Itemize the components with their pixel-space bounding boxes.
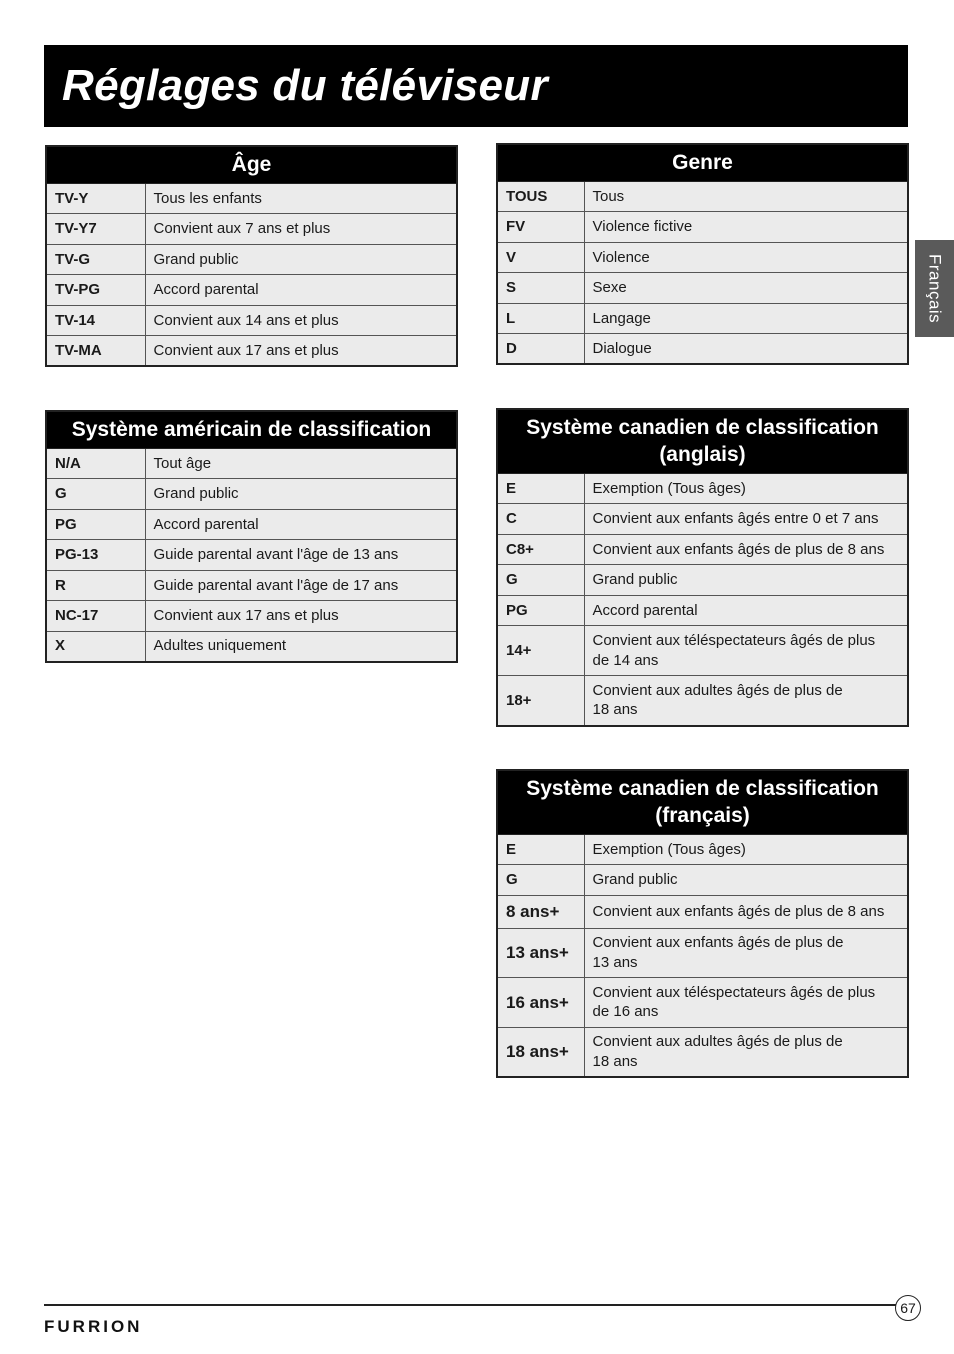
genre-table-title: Genre [497, 144, 908, 181]
page-number-text: 67 [900, 1300, 916, 1316]
rating-code: 8 ans+ [497, 895, 584, 928]
title-line: (anglais) [659, 443, 746, 467]
table-row [46, 570, 457, 601]
rating-description: Convient aux enfants âgés de plus de 8 ans [584, 534, 908, 565]
rating-description: Dialogue [584, 334, 908, 365]
rating-description [584, 928, 908, 978]
description-line: Convient aux téléspectateurs âgés de plus [592, 983, 876, 1001]
rating-description: Violence [584, 242, 908, 273]
description-line: 18 ans [592, 701, 638, 719]
table-row [497, 626, 908, 676]
title-line: Système canadien de classification [526, 416, 879, 440]
table-row [46, 305, 457, 336]
canadian-french-rating-table [496, 769, 909, 1078]
table-row [46, 448, 457, 479]
table-row [497, 865, 908, 896]
rating-description: Exemption (Tous âges) [584, 834, 908, 865]
description-line: 13 ans [592, 953, 638, 971]
rating-code: PG [46, 509, 145, 540]
rating-description: Convient aux enfants âgés de plus de 8 ans [584, 895, 908, 928]
rating-code: V [497, 242, 584, 273]
table-row [497, 978, 908, 1028]
rating-description: Exemption (Tous âges) [584, 473, 908, 504]
table-row [497, 212, 908, 243]
table-row [497, 273, 908, 304]
rating-description: Convient aux 7 ans et plus [145, 214, 457, 245]
canadian-french-table-title [497, 770, 908, 834]
description-line: Convient aux téléspectateurs âgés de plus [592, 632, 876, 649]
us-rating-table [45, 410, 458, 663]
rating-description: Violence fictive [584, 212, 908, 243]
description-line: 18 ans [592, 1052, 638, 1070]
rating-description: Tous les enfants [145, 183, 457, 214]
rating-code: 16 ans+ [497, 978, 584, 1028]
rating-description: Grand public [145, 244, 457, 275]
description-line: Convient aux enfants âgés de plus de [592, 934, 844, 952]
rating-code: PG-13 [46, 540, 145, 571]
rating-code: PG [497, 595, 584, 626]
table-row [46, 601, 457, 632]
table-row [497, 181, 908, 212]
rating-description: Convient aux enfants âgés entre 0 et 7 ans [584, 504, 908, 535]
rating-description [584, 978, 908, 1028]
rating-code: TV-Y [46, 183, 145, 214]
description-line: de 16 ans [592, 1003, 659, 1021]
rating-code: E [497, 473, 584, 504]
table-row [46, 214, 457, 245]
page-number [895, 1295, 921, 1321]
page-title-banner [44, 45, 908, 127]
table-row [46, 631, 457, 662]
title-line: Système canadien de classification [526, 777, 879, 801]
rating-description: Adultes uniquement [145, 631, 457, 662]
rating-code: C [497, 504, 584, 535]
rating-code: G [497, 865, 584, 896]
rating-description: Sexe [584, 273, 908, 304]
rating-description: Tous [584, 181, 908, 212]
rating-code: S [497, 273, 584, 304]
rating-description: Accord parental [584, 595, 908, 626]
rating-code: FV [497, 212, 584, 243]
rating-code: X [46, 631, 145, 662]
rating-description: Grand public [584, 865, 908, 896]
rating-code: 13 ans+ [497, 928, 584, 978]
table-row [497, 565, 908, 596]
rating-description: Convient aux 17 ans et plus [145, 601, 457, 632]
rating-description: Convient aux 17 ans et plus [145, 336, 457, 367]
table-row [46, 479, 457, 510]
table-row [497, 928, 908, 978]
table-row [497, 334, 908, 365]
table-row [497, 534, 908, 565]
table-row [497, 303, 908, 334]
rating-code: TV-14 [46, 305, 145, 336]
rating-code: TOUS [497, 181, 584, 212]
rating-code: C8+ [497, 534, 584, 565]
description-line: Convient aux adultes âgés de plus de [592, 1033, 843, 1050]
rating-description: Guide parental avant l'âge de 13 ans [145, 540, 457, 571]
rating-description: Accord parental [145, 275, 457, 306]
rating-description: Tout âge [145, 448, 457, 479]
table-row [497, 504, 908, 535]
table-row [497, 242, 908, 273]
footer-divider [44, 1304, 896, 1306]
us-rating-table-title: Système américain de classification [46, 411, 457, 448]
rating-code: TV-Y7 [46, 214, 145, 245]
language-tab [915, 240, 954, 337]
rating-description: Convient aux 14 ans et plus [145, 305, 457, 336]
table-row [46, 183, 457, 214]
language-tab-label: Français [925, 253, 945, 324]
description-line: Convient aux adultes âgés de plus de [592, 681, 843, 699]
title-line: (français) [655, 804, 750, 828]
page-title: Réglages du téléviseur [62, 61, 548, 110]
rating-code: TV-MA [46, 336, 145, 367]
rating-code: 14+ [497, 626, 584, 676]
table-row [497, 895, 908, 928]
table-row [497, 676, 908, 726]
description-line: de 14 ans [592, 651, 659, 669]
table-row [497, 473, 908, 504]
genre-table [496, 143, 909, 365]
rating-code: R [46, 570, 145, 601]
rating-code: D [497, 334, 584, 365]
table-row [46, 336, 457, 367]
rating-description [584, 626, 908, 676]
age-table-title: Âge [46, 146, 457, 183]
table-row [497, 1027, 908, 1077]
rating-code: G [46, 479, 145, 510]
rating-code: G [497, 565, 584, 596]
age-table [45, 145, 458, 367]
table-row [497, 834, 908, 865]
rating-code: 18+ [497, 676, 584, 726]
rating-description: Grand public [584, 565, 908, 596]
brand-logo: FURRION [44, 1317, 143, 1336]
rating-code: N/A [46, 448, 145, 479]
rating-description [584, 676, 908, 726]
table-row [46, 244, 457, 275]
rating-description: Accord parental [145, 509, 457, 540]
rating-code: L [497, 303, 584, 334]
rating-code: NC-17 [46, 601, 145, 632]
rating-description [584, 1027, 908, 1077]
rating-description: Langage [584, 303, 908, 334]
rating-code: TV-PG [46, 275, 145, 306]
rating-description: Guide parental avant l'âge de 17 ans [145, 570, 457, 601]
rating-code: E [497, 834, 584, 865]
rating-code: TV-G [46, 244, 145, 275]
table-row [46, 275, 457, 306]
table-row [46, 509, 457, 540]
rating-description: Grand public [145, 479, 457, 510]
table-row [46, 540, 457, 571]
canadian-english-table-title [497, 409, 908, 473]
canadian-english-rating-table [496, 408, 909, 727]
rating-code: 18 ans+ [497, 1027, 584, 1077]
table-row [497, 595, 908, 626]
